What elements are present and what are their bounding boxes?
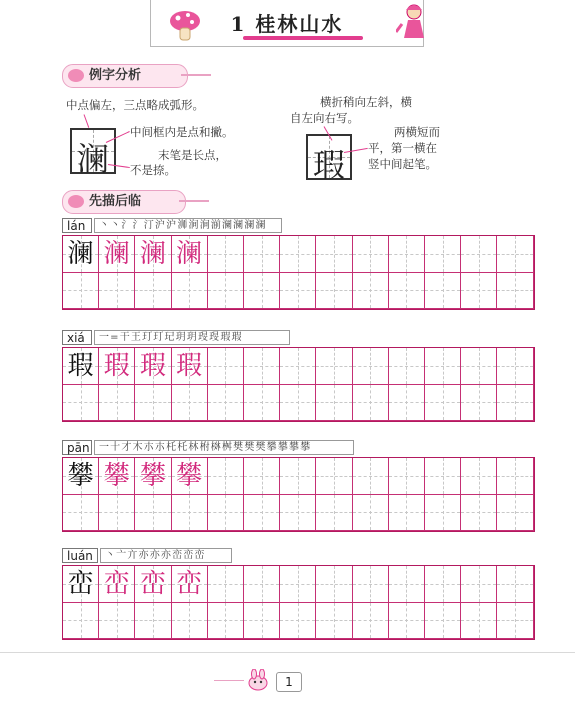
cell-guide-horizontal (461, 366, 496, 367)
cell-guide-horizontal (389, 366, 424, 367)
practice-cell-filled (172, 458, 208, 495)
girl-figure-icon (396, 2, 430, 44)
cell-guide-horizontal (461, 476, 496, 477)
cell-guide-horizontal (208, 290, 243, 291)
cell-guide-horizontal (135, 290, 170, 291)
cell-guide-horizontal (135, 402, 170, 403)
practice-cell-filled (172, 236, 208, 273)
cell-guide-horizontal (135, 620, 170, 621)
cell-guide-horizontal (461, 620, 496, 621)
cell-guide-horizontal (497, 512, 532, 513)
practice-cell-filled (63, 236, 99, 273)
cell-guide-horizontal (353, 512, 388, 513)
cell-guide-horizontal (461, 402, 496, 403)
practice-cell-empty[interactable] (389, 236, 425, 273)
practice-cell-empty[interactable] (497, 603, 533, 640)
sprig-decoration (179, 200, 209, 202)
cell-guide-horizontal (244, 290, 279, 291)
practice-cell-empty[interactable] (244, 566, 280, 603)
practice-cell-empty[interactable] (208, 603, 244, 640)
note-lan-bottom-1: 末笔是长点， (158, 148, 227, 162)
practice-cell-filled (99, 236, 135, 273)
cell-guide-horizontal (244, 512, 279, 513)
practice-cell-filled (63, 348, 99, 385)
practice-cell-empty[interactable] (244, 348, 280, 385)
cell-guide-horizontal (63, 620, 98, 621)
practice-cell-empty[interactable] (280, 273, 316, 310)
page-number: 1 (276, 672, 302, 692)
cell-guide-horizontal (497, 402, 532, 403)
pinyin-box: xiá (62, 330, 92, 345)
section-badge-analysis (62, 64, 188, 88)
cell-guide-horizontal (244, 254, 279, 255)
cell-guide-horizontal (135, 512, 170, 513)
section-badge-practice (62, 190, 186, 214)
pinyin-box: luán (62, 548, 98, 563)
practice-cell-empty[interactable] (389, 385, 425, 422)
practice-cell-empty[interactable] (497, 348, 533, 385)
pinyin-box: pān (62, 440, 92, 455)
practice-cell-empty[interactable] (461, 273, 497, 310)
practice-cell-empty[interactable] (63, 495, 99, 532)
cell-guide-horizontal (425, 290, 460, 291)
cell-guide-horizontal (461, 290, 496, 291)
cell-guide-horizontal (425, 584, 460, 585)
practice-cell-empty[interactable] (497, 385, 533, 422)
example-char-box-lan (70, 128, 116, 178)
cell-guide-horizontal (244, 620, 279, 621)
cell-guide-horizontal (208, 476, 243, 477)
trace-character: 攀 (103, 461, 130, 491)
cell-guide-horizontal (280, 366, 315, 367)
cell-guide-horizontal (172, 620, 207, 621)
footer-sprig (214, 680, 244, 681)
practice-cell-empty[interactable] (63, 603, 99, 640)
cell-guide-horizontal (280, 620, 315, 621)
cell-guide-horizontal (425, 366, 460, 367)
cell-guide-horizontal (99, 402, 134, 403)
cell-guide-horizontal (208, 512, 243, 513)
example-char-xia: 瑕 (312, 146, 345, 184)
note-xia-right-1: 两横短而 (394, 125, 440, 139)
cell-guide-horizontal (389, 402, 424, 403)
cell-guide-horizontal (280, 290, 315, 291)
cell-guide-horizontal (497, 476, 532, 477)
practice-cell-empty[interactable] (172, 385, 208, 422)
practice-cell-filled (63, 566, 99, 603)
cell-guide-horizontal (353, 254, 388, 255)
trace-character: 峦 (176, 569, 203, 599)
cell-guide-horizontal (280, 512, 315, 513)
practice-cell-empty[interactable] (135, 273, 171, 310)
practice-cell-empty[interactable] (497, 458, 533, 495)
practice-cell-empty[interactable] (497, 236, 533, 273)
cell-guide-horizontal (389, 620, 424, 621)
cell-guide-horizontal (353, 290, 388, 291)
cell-guide-horizontal (316, 620, 351, 621)
model-character: 峦 (67, 569, 94, 599)
practice-cell-filled (99, 348, 135, 385)
cell-guide-horizontal (280, 402, 315, 403)
cell-guide-horizontal (497, 290, 532, 291)
practice-cell-empty[interactable] (99, 385, 135, 422)
cell-guide-horizontal (208, 402, 243, 403)
practice-cell-empty[interactable] (208, 273, 244, 310)
practice-cell-empty[interactable] (316, 236, 352, 273)
note-xia-right-2: 平，第一横在 (368, 141, 437, 155)
trace-character: 峦 (139, 569, 166, 599)
practice-cell-filled (99, 458, 135, 495)
trace-character: 攀 (139, 461, 166, 491)
cell-guide-horizontal (244, 366, 279, 367)
bird-icon (68, 195, 84, 208)
practice-cell-empty[interactable] (497, 273, 533, 310)
practice-cell-empty[interactable] (425, 273, 461, 310)
practice-cell-empty[interactable] (389, 273, 425, 310)
practice-cell-empty[interactable] (353, 566, 389, 603)
footer-divider (0, 652, 575, 653)
cell-guide-horizontal (497, 620, 532, 621)
cell-guide-horizontal (389, 254, 424, 255)
cell-guide-horizontal (316, 290, 351, 291)
practice-cell-empty[interactable] (353, 603, 389, 640)
practice-cell-empty[interactable] (280, 603, 316, 640)
model-character: 澜 (67, 239, 94, 269)
practice-cell-empty[interactable] (353, 458, 389, 495)
cell-guide-horizontal (389, 512, 424, 513)
lesson-title: 1 桂林山水 (230, 12, 344, 36)
model-character: 瑕 (67, 351, 94, 381)
stroke-order: 丶 丶 氵 氵 汀 沪 沪 浉 涧 涧 湔 澜 澜 澜 澜 (94, 218, 282, 233)
practice-cell-empty[interactable] (99, 273, 135, 310)
cell-guide-horizontal (244, 402, 279, 403)
cell-guide-horizontal (353, 476, 388, 477)
practice-cell-filled (172, 566, 208, 603)
cell-guide-horizontal (280, 254, 315, 255)
trace-character: 瑕 (139, 351, 166, 381)
section-title-analysis: 例字分析 (89, 68, 142, 83)
mushroom-icon (168, 8, 202, 42)
practice-cell-empty[interactable] (316, 566, 352, 603)
cell-guide-horizontal (63, 290, 98, 291)
cell-guide-horizontal (316, 366, 351, 367)
trace-character: 攀 (176, 461, 203, 491)
sprig-decoration (181, 74, 211, 76)
trace-character: 澜 (139, 239, 166, 269)
cell-guide-horizontal (208, 254, 243, 255)
practice-cell-filled (172, 348, 208, 385)
practice-cell-empty[interactable] (425, 236, 461, 273)
cell-guide-horizontal (172, 512, 207, 513)
stroke-order: 一 = 干 王 玎 玎 玘 玥 玥 琝 琝 瑕 瑕 (94, 330, 290, 345)
practice-cell-filled (135, 566, 171, 603)
cell-guide-horizontal (461, 584, 496, 585)
title-underline (243, 36, 363, 40)
cell-guide-horizontal (63, 512, 98, 513)
cell-guide-horizontal (425, 402, 460, 403)
practice-cell-empty[interactable] (99, 603, 135, 640)
practice-cell-empty[interactable] (172, 495, 208, 532)
practice-cell-empty[interactable] (208, 495, 244, 532)
practice-cell-empty[interactable] (461, 458, 497, 495)
cell-guide-horizontal (461, 254, 496, 255)
practice-cell-empty[interactable] (461, 348, 497, 385)
practice-cell-empty[interactable] (353, 385, 389, 422)
bunny-icon (246, 669, 270, 691)
model-character: 攀 (67, 461, 94, 491)
cell-guide-horizontal (316, 476, 351, 477)
practice-cell-empty[interactable] (425, 566, 461, 603)
stroke-order: 丶 亠 亣 亦 亦 亦 峦 峦 峦 (100, 548, 232, 563)
trace-character: 峦 (103, 569, 130, 599)
practice-grid (62, 235, 535, 310)
practice-cell-empty[interactable] (316, 603, 352, 640)
note-xia-top-1: 横折稍向左斜，横 (320, 95, 412, 109)
practice-cell-filled (135, 236, 171, 273)
practice-cell-empty[interactable] (461, 495, 497, 532)
practice-cell-empty[interactable] (497, 566, 533, 603)
practice-cell-empty[interactable] (316, 273, 352, 310)
practice-cell-empty[interactable] (280, 348, 316, 385)
practice-cell-empty[interactable] (135, 603, 171, 640)
cell-guide-horizontal (425, 620, 460, 621)
cell-guide-horizontal (172, 290, 207, 291)
trace-character: 澜 (176, 239, 203, 269)
trace-character: 瑕 (176, 351, 203, 381)
cell-guide-horizontal (425, 476, 460, 477)
practice-cell-empty[interactable] (461, 385, 497, 422)
practice-cell-empty[interactable] (244, 385, 280, 422)
practice-cell-empty[interactable] (353, 348, 389, 385)
practice-cell-empty[interactable] (244, 603, 280, 640)
practice-cell-empty[interactable] (461, 566, 497, 603)
practice-cell-empty[interactable] (63, 273, 99, 310)
practice-cell-empty[interactable] (461, 236, 497, 273)
cell-guide-horizontal (208, 584, 243, 585)
cell-guide-horizontal (389, 584, 424, 585)
cell-guide-horizontal (244, 584, 279, 585)
practice-cell-empty[interactable] (172, 273, 208, 310)
cell-guide-horizontal (63, 402, 98, 403)
practice-cell-empty[interactable] (425, 385, 461, 422)
practice-cell-empty[interactable] (316, 495, 352, 532)
analysis-panel (62, 92, 457, 182)
practice-cell-empty[interactable] (208, 385, 244, 422)
practice-cell-empty[interactable] (353, 273, 389, 310)
practice-cell-empty[interactable] (389, 603, 425, 640)
cell-guide-horizontal (316, 402, 351, 403)
practice-cell-empty[interactable] (208, 236, 244, 273)
practice-cell-empty[interactable] (244, 495, 280, 532)
stroke-order: 一 十 才 木 朩 朩 杔 杔 林 柎 棥 桝 樊 樊 樊 攀 攀 攀 攀 (94, 440, 354, 455)
practice-cell-empty[interactable] (63, 385, 99, 422)
cell-guide-horizontal (497, 254, 532, 255)
note-lan-mid: 中间框内是点和撇。 (130, 125, 234, 139)
practice-cell-empty[interactable] (244, 236, 280, 273)
practice-cell-empty[interactable] (172, 603, 208, 640)
practice-cell-empty[interactable] (280, 495, 316, 532)
cell-guide-horizontal (497, 366, 532, 367)
practice-cell-empty[interactable] (353, 236, 389, 273)
cell-guide-horizontal (208, 620, 243, 621)
cell-guide-horizontal (244, 476, 279, 477)
practice-grid (62, 347, 535, 422)
example-char-box-xia (306, 134, 352, 184)
cell-guide-horizontal (99, 290, 134, 291)
cell-guide-horizontal (280, 476, 315, 477)
practice-cell-empty[interactable] (461, 603, 497, 640)
practice-cell-empty[interactable] (280, 458, 316, 495)
practice-cell-empty[interactable] (425, 458, 461, 495)
cell-guide-horizontal (353, 366, 388, 367)
cell-guide-horizontal (99, 512, 134, 513)
note-lan-top: 中点偏左，三点略成弧形。 (66, 98, 204, 112)
practice-cell-empty[interactable] (99, 495, 135, 532)
cell-guide-horizontal (353, 402, 388, 403)
cell-guide-horizontal (280, 584, 315, 585)
practice-cell-filled (135, 348, 171, 385)
practice-cell-empty[interactable] (280, 385, 316, 422)
practice-grid (62, 457, 535, 532)
practice-cell-empty[interactable] (208, 348, 244, 385)
practice-cell-empty[interactable] (244, 458, 280, 495)
bird-icon (68, 69, 84, 82)
pinyin-box: lán (62, 218, 92, 233)
trace-character: 澜 (103, 239, 130, 269)
note-xia-top-2: 自左向右写。 (290, 111, 359, 125)
practice-cell-empty[interactable] (389, 458, 425, 495)
cell-guide-horizontal (316, 512, 351, 513)
example-char-lan: 澜 (76, 140, 109, 178)
cell-guide-horizontal (316, 584, 351, 585)
practice-cell-empty[interactable] (280, 566, 316, 603)
cell-guide-horizontal (389, 476, 424, 477)
cell-guide-horizontal (425, 254, 460, 255)
cell-guide-horizontal (461, 512, 496, 513)
practice-cell-empty[interactable] (389, 495, 425, 532)
cell-guide-horizontal (425, 512, 460, 513)
note-lan-bottom-2: 不是捺。 (130, 163, 176, 177)
practice-cell-empty[interactable] (135, 385, 171, 422)
practice-cell-empty[interactable] (208, 566, 244, 603)
cell-guide-horizontal (172, 402, 207, 403)
cell-guide-horizontal (389, 290, 424, 291)
practice-cell-empty[interactable] (497, 495, 533, 532)
practice-cell-empty[interactable] (389, 348, 425, 385)
practice-cell-empty[interactable] (208, 458, 244, 495)
practice-cell-empty[interactable] (353, 495, 389, 532)
practice-cell-empty[interactable] (316, 458, 352, 495)
cell-guide-horizontal (316, 254, 351, 255)
practice-cell-empty[interactable] (135, 495, 171, 532)
practice-grid (62, 565, 535, 640)
practice-cell-empty[interactable] (316, 348, 352, 385)
practice-cell-empty[interactable] (425, 603, 461, 640)
note-xia-right-3: 竖中间起笔。 (368, 157, 437, 171)
pointer-line (84, 114, 90, 127)
practice-cell-filled (99, 566, 135, 603)
cell-guide-horizontal (208, 366, 243, 367)
cell-guide-horizontal (353, 620, 388, 621)
cell-guide-horizontal (99, 620, 134, 621)
section-title-practice: 先描后临 (89, 194, 142, 209)
cell-guide-horizontal (353, 584, 388, 585)
practice-cell-filled (135, 458, 171, 495)
practice-cell-empty[interactable] (244, 273, 280, 310)
cell-guide-horizontal (497, 584, 532, 585)
trace-character: 瑕 (103, 351, 130, 381)
practice-cell-empty[interactable] (280, 236, 316, 273)
practice-cell-empty[interactable] (425, 495, 461, 532)
practice-cell-empty[interactable] (389, 566, 425, 603)
practice-cell-filled (63, 458, 99, 495)
practice-cell-empty[interactable] (316, 385, 352, 422)
practice-cell-empty[interactable] (425, 348, 461, 385)
